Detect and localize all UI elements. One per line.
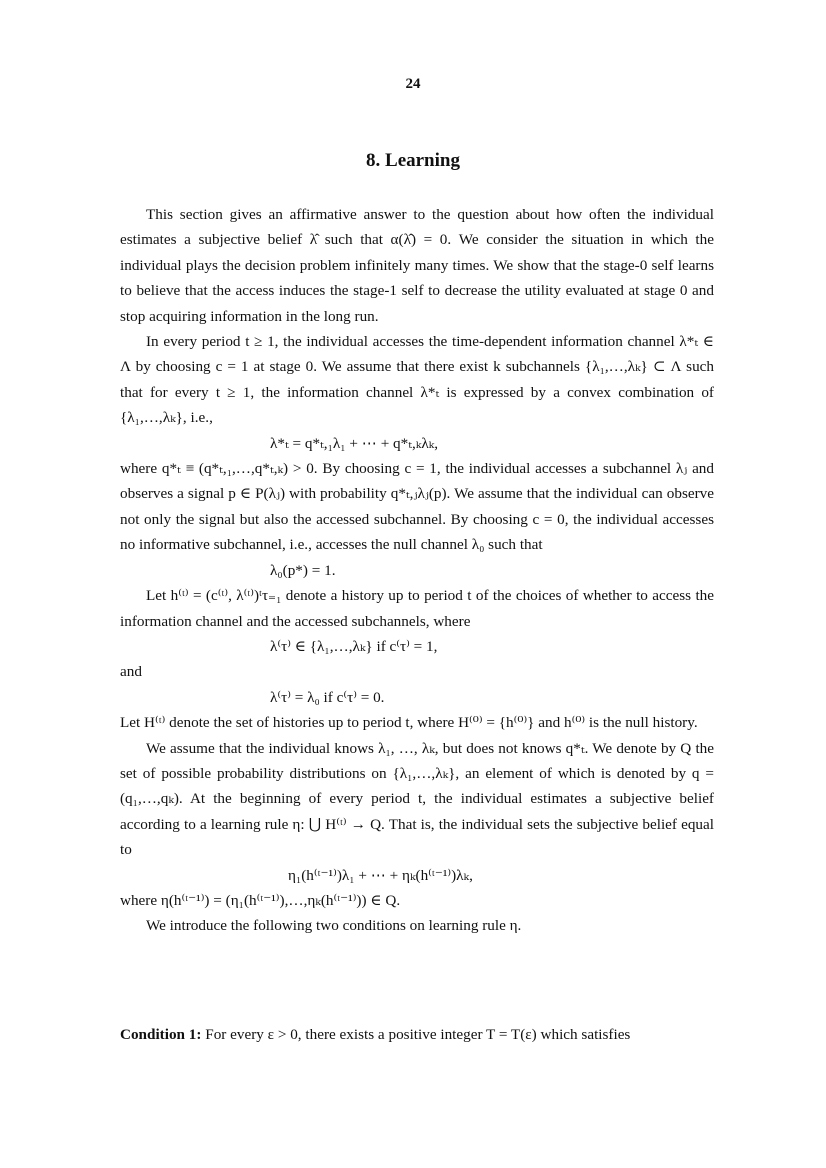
equation-history-access: λ⁽τ⁾ ∈ {λ₁,…,λₖ} if c⁽τ⁾ = 1, [270, 637, 438, 655]
page-number: 24 [405, 76, 421, 92]
paragraph-subchannel: where q*ₜ ≡ (q*ₜ,₁,…,q*ₜ,ₖ) > 0. By choosing c = 1, the individual accesses a subchannel λⱼ and observes a signal p ∈ P(λⱼ) with probability q*ₜ,ⱼλⱼ(p). We assume that the individual can observe not only the signal but also the accessed subchannel. By choosing c = 0, the individual accesses no informative subchannel, i.e., accesses the null channel λ₀ such that [120, 460, 714, 554]
paragraph-history-set: Let H⁽ᵗ⁾ denote the set of histories up to period t, where H⁽⁰⁾ = {h⁽⁰⁾} and h⁽⁰⁾ is the null history. [120, 714, 698, 732]
condition-1: Condition 1: For every ε > 0, there exists a positive integer T = T(ε) which satisfies [120, 1026, 631, 1043]
paragraph-period: In every period t ≥ 1, the individual accesses the time-dependent information channel λ*ₜ ∈ Λ by choosing c = 1 at stage 0. We assume that there exist k subchannels {λ₁,…,λₖ} ⊂ Λ such that for every t ≥ 1, the information channel λ*ₜ is expressed by a convex combination of {λ₁,…,λₖ}, i.e., [120, 333, 714, 427]
paragraph-learning-rule: We assume that the individual knows λ₁, …, λₖ, but does not knows q*ₜ. We denote by Q the set of possible probability distributions on {λ₁,…,λₖ}, an element of which is denoted by q = (q₁,…,qₖ). At the beginning of every period t, the individual estimates a subjective belief according to a learning rule η: ⋃ H⁽ᵗ⁾ → Q. That is, the individual sets the subjective belief equal to [120, 739, 714, 859]
equation-history-null: λ⁽τ⁾ = λ₀ if c⁽τ⁾ = 0. [270, 688, 385, 706]
section-title: 8. Learning [366, 150, 460, 171]
equation-convex-combination: λ*ₜ = q*ₜ,₁λ₁ + ⋯ + q*ₜ,ₖλₖ, [270, 434, 439, 452]
condition-label: Condition 1: [120, 1026, 202, 1043]
paragraph-conditions-intro: We introduce the following two conditions on learning rule η. [146, 917, 522, 935]
word-and: and [120, 663, 142, 681]
paragraph-eta-definition: where η(h⁽ᵗ⁻¹⁾) = (η₁(h⁽ᵗ⁻¹⁾),…,ηₖ(h⁽ᵗ⁻¹⁾)) ∈ Q. [120, 891, 401, 909]
paragraph-intro: This section gives an affirmative answer to the question about how often the individual estimates a subjective belief λ̂ such that α(λ̂) = 0. We consider the situation in which the individual plays the decision problem infinitely many times. We show that the stage-0 self learns to believe that the access induces the stage-1 self to decrease the utility evaluated at stage 0 and stop acquiring information in the long run. [120, 206, 714, 325]
equation-null-channel: λ₀(p*) = 1. [270, 561, 336, 579]
paragraph-history: Let h⁽ᵗ⁾ = (c⁽ᵗ⁾, λ⁽ᵗ⁾)ᵗτ₌₁ denote a history up to period t of the choices of whether to access the information channel and the accessed subchannels, where [120, 587, 714, 630]
equation-subjective-belief: η₁(h⁽ᵗ⁻¹⁾)λ₁ + ⋯ + ηₖ(h⁽ᵗ⁻¹⁾)λₖ, [288, 866, 473, 884]
body-text [120, 202, 714, 939]
